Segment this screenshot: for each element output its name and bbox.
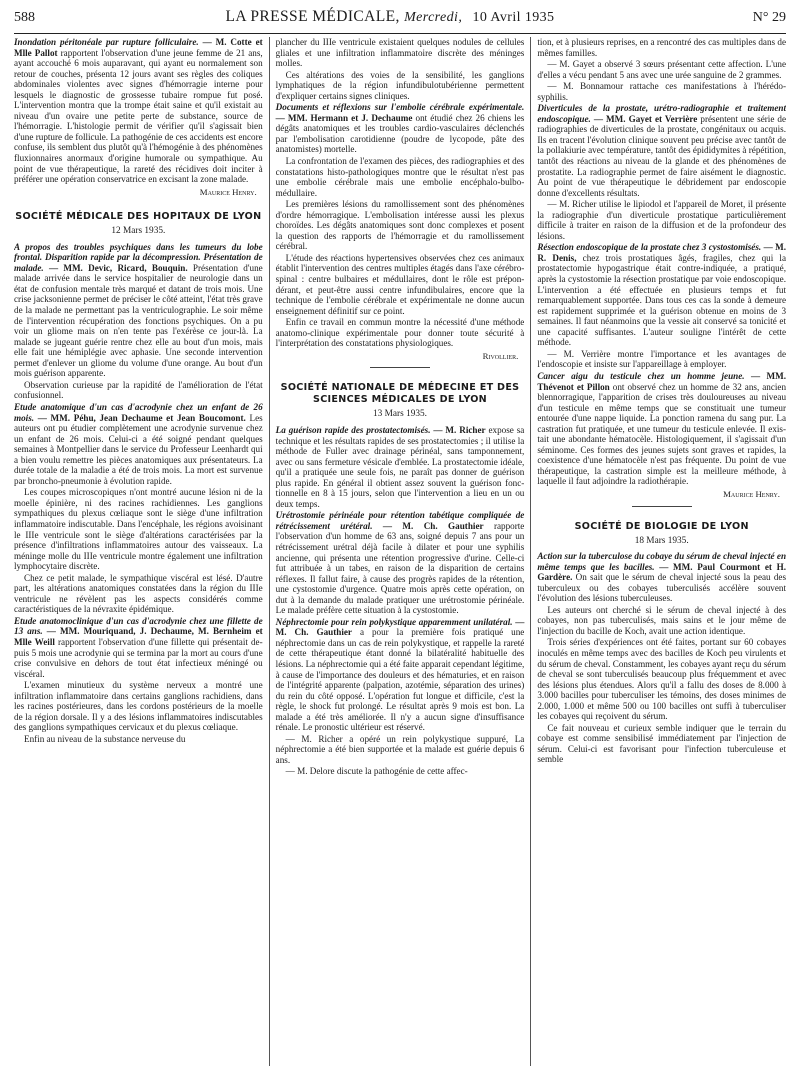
paragraph: — M. Verrière montre l'importance et les avantages de l'endoscopie et insiste sur l'appareillage à employer. <box>537 348 786 370</box>
abstract-authors: — MM. Devic, Ricard, Bouquin. <box>48 262 188 273</box>
page-number: 588 <box>14 10 35 25</box>
abstract-title: Action sur la tuberculose du cobaye du sérum de cheval injecté en même temps que les bacilles. <box>537 551 786 572</box>
society-heading: SOCIÉTÉ MÉDICALE DES HOPITAUX DE LYON <box>15 211 262 223</box>
paragraph: Ces altérations des voies de la sensibilité, les ganglions lymphatiques de la région infundibulotubérienne permettent d'expliquer certains signes cliniques. <box>275 69 525 101</box>
abstract-authors: — MM. Péhu, Jean Dechaume et Jean Boucomont. <box>37 412 246 423</box>
header-rule <box>14 33 786 34</box>
paragraph: Les auteurs ont cherché si le sérum de cheval injecté à des cobayes, non pas tuberculisés, mais sains et le jour même de l'injection du bacille de Koch, avait une action identique. <box>537 604 786 636</box>
abstract-authors: — M. Ch. Gauthier <box>382 520 484 531</box>
paragraph: Les premières lésions du ramollissement sont des phénomènes d'ordre hémorragique. L'embolisation intéresse aussi les plexus choroïdes. Les dégâts anatomiques sont donc complexes et posent la question des rapports de l'hémorragie et du ramollissement cérébral. <box>275 199 525 252</box>
paragraph: Chez ce petit malade, le sympathique viscéral est lésé. D'autre part, les altérations anatomiques constatées dans la région du IIIe ventricule ne révèlent pas les aspects considérés comme caractéristiques de la névraxite épidémique. <box>14 572 263 615</box>
abstract-text: présentent une série de radiographies de diverticules de la prostate, congénitaux ou acquis. Ils en tracent l'évolution clinique souvent peu précise avec tantôt de la pollakiurie avec température, tantôt des épididymites à répétition, tantôt des réactions au niveau de la glande et des phénomènes de prostatite. La radiographie permet de faire aisément le diagnostic. Au point de vue thérapeutique le débridement par endoscopie donne d'excellents résultats. <box>537 113 786 198</box>
signature: Maurice Henry. <box>723 488 781 499</box>
abstract-text: On sait que le sérum de cheval injecté sous la peau des tuberculeux ou des cobayes tuberculisés accélère souvent l'évolution des lésions tuberculeuses. <box>537 572 786 604</box>
session-date: 13 Mars 1935. <box>373 409 427 420</box>
abstract-title: La guérison rapide des prostatectomisés. <box>275 424 431 435</box>
abstract-title: A propos des troubles psychiques dans les tumeurs du lobe frontal. Disparition rapide par la décompression. Présentation de malade. <box>14 241 263 273</box>
abstract-text: Présentation d'une malade arrivée dans le service hospitalier de neurologie dans un état de confusion mentale très marqué et datant de trois mois. Une crise jacksonienne permet de préciser le côté atteint, l'état très grave de la malade ne permettant pas la ventriculographie. Le soir même de l'intervention récupération des fonctions psychiques. On a pu voir un gliome mais on n'en tente pas l'exérèse ce jour-là. La malade se jugeant guérie rentre chez elle au bout d'un mois, mais elle fait une hémiplégie avec aphasie. Une seconde intervention permet d'enlever un gliome du volume d'une orange. Au bout d'un mois guérison apparente. <box>14 262 263 379</box>
paragraph: L'examen minutieux du système nerveux a montré une infiltration inflammatoire dans certains ganglions rachidiens, dans les racines postérieures, dans les cordons postérieurs de la moelle de la région dorsale. Il y a des lésions inflammatoires indiscutables des ganglions sympathiques cervicaux et du plexus cœliaque. <box>14 680 263 733</box>
abstract-text: ont observé chez un homme de 32 ans, ancien blennorragique, l'apparition de crises très douloureuses au niveau d'un testicule en même temps que se constituait une tumeur entourée d'une nappe liquide. La ponction ramena du sang pur. La castration fut pratiquée, et une tumeur du testicule enlevée. Il existait une abondante hématocèle. Histologiquement, il s'agissait d'un séminome. Ces formes des jeunes sujets sont graves et rapides, la coexistence d'une hématocèle n'est pas fréquente. Du point de vue thérapeutique, la castration simple est la meilleure méthode, à laquelle il faut adjoindre la radiothérapie. <box>537 381 786 487</box>
column-2 <box>269 37 531 1066</box>
masthead-day: Mercredi, <box>404 10 463 25</box>
abstract-authors: — MM. Hermann et J. Dechaume <box>275 112 413 123</box>
abstract-text: Les auteurs ont pu étudier complètement une acrodynie survenue chez un enfant de 26 mois. Celui-ci a été soigné pendant quelques semaines à Montpellier dans le service du Professeur Leenhardt qui a bien voulu remettre les pièces anatomiques aux présentateurs. La durée totale de la maladie a été de trois mois. La mort est survenue par broncho-pneumonie à évolution rapide. <box>14 412 263 486</box>
paragraph: Ce fait nouveau et curieux semble indiquer que le terrain du cobaye est comme sensibilisé immédiatement par l'injection de sérum. Celui-ci est favorisant pour l'infection tuberculeuse et semble <box>537 722 786 765</box>
abstract-text: expose sa technique et les résultats rapides de ses prostatectomies ; il utilise la méthode de Fuller avec drainage périnéal, sans tamponnement, avec ou sans fermeture vésicale d'emblée. La prostatectomie idéale, qu'il a pratiquée une seule fois, ne paraît pas donner de guérison plus rapide. En général il obtient assez souvent la guérison fonctionnelle en 8 à 15 jours, selon que l'intervention a lieu en un ou deux temps. <box>275 424 525 509</box>
session-date: 12 Mars 1935. <box>111 226 166 237</box>
session-date: 18 Mars 1935. <box>634 535 689 546</box>
society-heading: SOCIÉTÉ NATIONALE DE MÉDECINE ET DES SCIENCES MÉDICALES DE LYON <box>280 382 520 406</box>
column-1 <box>14 37 269 1066</box>
abstract-text: chez trois prostatiques âgés, fragiles, chez qui la prostatectomie hypogastrique était contre-indiquée, a pratiqué, après la cystostomie la résection prostatique par voie endoscopique. L'intervention a été effectuée en plusieurs temps et fut remarquablement supportée. Dans tous ces cas la sonde à demeure est rapidement supprimée et la guérison obtenue en moins de 3 semaines. Il faut néanmoins que la vessie ait conservé sa tonicité et une capacité suffisantes. L'auteur souligne l'intérêt de cette méthode. <box>537 252 786 348</box>
abstract-title: Néphrectomie pour rein polykystique apparemment unilatéral. <box>275 616 513 627</box>
masthead <box>54 8 726 26</box>
abstract <box>14 242 263 379</box>
paragraph: — M. Richer a opéré un rein polykystique suppuré, La néphrectomie a été bien supportée et la malade est guérie depuis 6 ans. <box>275 733 525 765</box>
abstract-authors: — MM. Mouriquand, J. Dechaume, M. Bernheim et Mlle Weill <box>14 626 263 647</box>
abstract-title: Documents et réflexions sur l'embolie cérébrale expérimentale. <box>275 102 525 113</box>
abstract-text: rapportent l'observation d'une jeune femme de 21 ans, ayant accouché 6 mois auparavant, qui ayant eu normalement son retour de couches, présenta 12 jours avant ses règles des coliques abdominales violentes avec signes d'hémorragie interne pour lesquels le diagnostic de grossesse tubaire rompue fut posé. L'intervention montra que la trompe était saine et qu'il existait au niveau d'un ovaire une petite perte de substance, source de l'hémorragie. L'histologie permit de vérifier qu'il s'agissait bien d'une rupture de follicule. La pathogénie de ces accidents est encore confuse, ils semblent dus plutôt qu'à l'hémogénie à des phénomènes fluxionnaires anormaux d'origine humorale ou sympathique. Au point de vue thérapeutique, la rareté des récidives doit inciter à préférer une opération conservatrice en excisant la zone malade. <box>14 47 263 185</box>
abstract <box>276 425 525 509</box>
abstract <box>14 402 263 486</box>
column-3 <box>530 37 786 1066</box>
abstract-title: Diverticules de la prostate, urétro-radiographie et traitement endoscopique. <box>537 103 786 124</box>
paragraph: plancher du IIIe ventricule existaient quelques nodules de cellules gliales et une infiltration inflammatoire discrète des méninges molles. <box>275 37 525 69</box>
abstract-authors: — M. Richer <box>433 424 486 435</box>
section-divider <box>370 367 430 368</box>
abstract-authors: — MM. Paul Courmont et H. Gardère. <box>537 561 786 583</box>
signature: Rivollier. <box>482 350 519 361</box>
abstract-authors: — MM. Thévenot et Pillon <box>537 370 786 392</box>
abstract-title: Résection endoscopique de la prostate chez 3 cystostomisés. <box>537 242 762 253</box>
paragraph: Les coupes microscopiques n'ont montré aucune lésion ni de la moelle épinière, ni des racines rachidiennes. Les ganglions sympathiques du plexus cœliaque sont le siège d'une infiltration inflammatoire indiscutable. Dans l'encéphale, les régions avoisinant le IIIe ventricule sont le siège d'altérations caractérisées par la présence d'infiltrations inflammatoires autour des vaisseaux. La méninge molle du IIIe ventricule montre également une infiltration lymphocytaire discrète. <box>14 487 263 572</box>
newspaper-page <box>14 0 786 1066</box>
abstract-text: rapportent l'observation d'une fillette qui présentait depuis 5 mois une acrodynie qui se termina par la mort au cours d'une crise convulsive en dehors de tout état infectieux méningé ou viscéral. <box>14 636 263 679</box>
paragraph: tion, et à plusieurs reprises, en a rencontré des cas multiples dans de mêmes familles. <box>537 37 786 58</box>
abstract-title: Etude anatomique d'un cas d'acrodynie chez un enfant de 26 mois. <box>14 401 263 423</box>
abstract-text: ont étudié chez 26 chiens les dégâts anatomiques et les troubles cardio-vasculaires déclenchés par l'embolisation carotidienne (poudre de lycopode, pâte des anatomistes) mortelle. <box>275 112 525 155</box>
society-heading: SOCIÉTÉ DE BIOLOGIE DE LYON <box>574 520 749 532</box>
paragraph: — M. Delore discute la pathogénie de cette affec- <box>285 766 468 777</box>
abstract <box>276 510 525 615</box>
masthead-date: 10 Avril 1935 <box>472 10 555 25</box>
paragraph: — M. Richer utilise le lipiodol et l'appareil de Moret, il présente la radiographie d'un diverticule prostatique particulièrement difficile à traiter en raison de la diffusion et de la profondeur des lésions. <box>537 199 786 241</box>
abstract <box>537 103 786 198</box>
abstract <box>537 242 786 347</box>
paragraph: Enfin ce travail en commun montre la nécessité d'une méthode anatomo-clinique expérimentale pour donner toute sécurité à l'interprétation des constatations physiologiques. <box>275 317 525 349</box>
abstract-authors: — M. R. Denis, <box>537 242 786 263</box>
abstract-authors: — M. Ch. Gauthier <box>275 616 525 638</box>
abstract-title: Urétrostomie périnéale pour rétention tabétique compliquée de rétrécissement urétéral. <box>275 510 525 531</box>
columns <box>14 37 786 1066</box>
abstract-title: Etude anatomoclinique d'un cas d'acrodynie chez une fillette de 13 ans. <box>14 615 263 637</box>
paragraph: La confrontation de l'examen des pièces, des radiographies et des constatations histo-pathologiques montre que le résultat n'est pas une embolie cérébrale mais une embolie encéphalo-bulbomédullaire. <box>275 156 525 198</box>
issue-number: N° 29 <box>752 10 786 25</box>
masthead-title: LA PRESSE MÉDICALE, <box>225 8 400 25</box>
abstract <box>14 37 263 185</box>
section-divider <box>632 506 692 507</box>
abstract <box>537 551 786 604</box>
abstract-authors: — M. Cotte et Mlle Pallot <box>14 37 263 58</box>
paragraph: — M. Bonnamour rattache ces manifestations à l'hérédo-syphilis. <box>537 81 786 102</box>
paragraph: L'étude des réactions hypertensives observées chez ces animaux établit l'intervention des centres multiples étagés dans l'axe cérébro-spinal : centre bulbaires et médullaires, dont le rôle est prépondérant, et peut-être aussi centre infundibulaires, encore que la technique de l'embolie cérébrale et expérimentale ne donne aucun enseignement définitif sur ce point. <box>275 252 525 316</box>
page-header <box>14 8 786 30</box>
abstract-title: Cancer aigu du testicule chez un homme jeune. <box>537 370 745 381</box>
paragraph: Trois séries d'expériences ont été faites, portant sur 60 cobayes inoculés en même temps avec des bacilles de Koch peu virulents et du sérum de cheval. Constamment, les cobayes ayant reçu du sérum de cheval se sont tuberculisés beaucoup plus fréquemment et avec des lésions plus étendues. Alors qu'il a fallu des doses de 8.000 à 3.000 bacilles pour tuberculiser les témoins, des doses minimes de 2.000, 1.000 et même 500 ou 100 bacilles ont suffi à tuberculiser les cobayes qui reçoivent du sérum. <box>537 637 786 722</box>
abstract-title: Inondation péritonéale par rupture folliculaire. <box>14 37 199 47</box>
abstract <box>537 371 786 487</box>
abstract <box>14 616 263 679</box>
abstract-authors: — MM. Gayet et Verrière <box>593 113 698 124</box>
abstract <box>276 102 525 155</box>
abstract-text: rapporte l'observation d'un homme de 63 ans, soigné depuis 7 ans pour un rétrécissement urétral déjà facile à dilater et pour une syphilis ancienne, qui présenta une rétention progressive d'urine. Celle-ci fut attribuée à un tabes, en raison de la disparition de certains réflexes. Il fallut faire, à cause des progrès rapides de la rétention, une cystostomie d'urgence. Quatre mois après cette opération, on dut à la demande du malade pratiquer une urétrostomie périnéale. Le malade préfère cette situation à la cystostomie. <box>275 520 525 616</box>
abstract <box>276 617 525 733</box>
paragraph: Observation curieuse par la rapidité de l'amélioration de l'état confusionnel. <box>14 379 263 401</box>
paragraph: Enfin au niveau de la substance nerveuse du <box>24 733 186 744</box>
abstract-text: a pour la première fois pratiqué une néphrectomie dans un cas de rein polykystique, et rappelle la rareté de cette thérapeutique étant donné la bilatéralité habituelle des lésions. La néphrectomie qui a été faite apparait cependant légitime, à cause de l'importance des douleurs et des hématuries, et en raison de l'intégrité apparente (palpation, azotémie, séparation des urines) du rein du côté opposé. L'opération fut longue et difficile, c'est la règle, le shock fut prolongé. Le résultat après 9 mois est bon. La malade a été très améliorée. Il n'y a aucun signe d'insuffisance rénale. Le pronostic ultérieur est réservé. <box>275 627 525 733</box>
paragraph: — M. Gayet a observé 3 sœurs présentant cette affection. L'une d'elles a vécu pendant 5 ans avec une urée sanguine de 2 grammes. <box>537 59 786 80</box>
signature: Maurice Henry. <box>199 186 257 197</box>
